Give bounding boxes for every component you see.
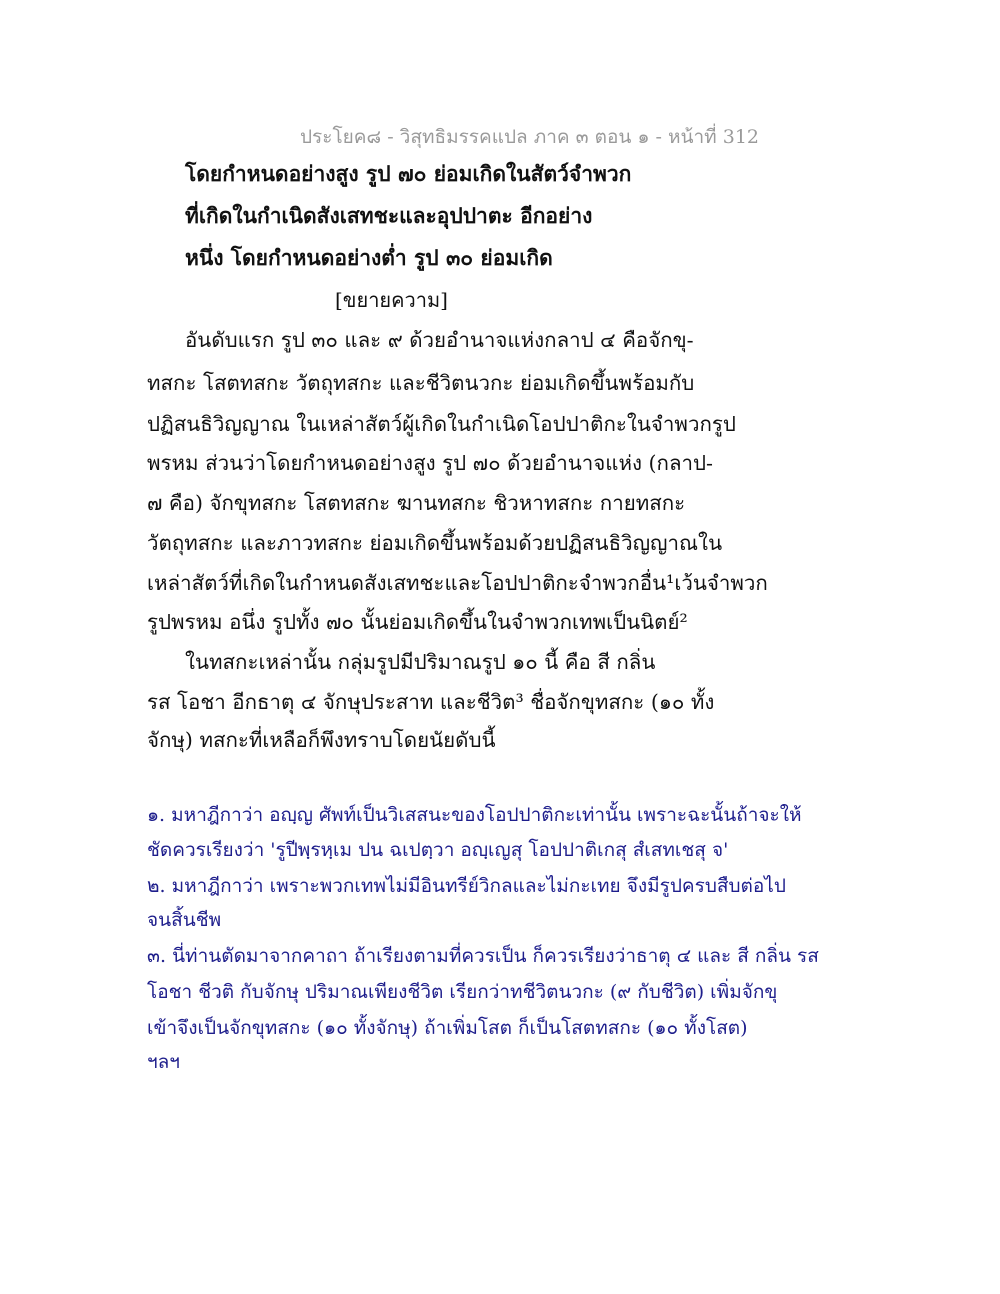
verse-line: โดยกำหนดอย่างสูง รูป ๗๐ ย่อมเกิดในสัตว์จำพวก <box>185 161 632 186</box>
body-line: จักษุ) ทสกะที่เหลือก็พึงทราบโดยนัยดับนี้ <box>147 728 496 752</box>
footnote-line: โอชา ชีวติ กับจักษุ ปริมาณเพียงชีวิต เรียกว่าทชีวิตนวกะ (๙ กับชีวิต) เพิ่มจักขุ <box>147 981 778 1003</box>
body-line: ในทสกะเหล่านั้น กลุ่มรูปมีปริมาณรูป ๑๐ นี้ คือ สี กลิ่น <box>185 650 656 674</box>
body-line: รูปพรหม อนึ่ง รูปทั้ง ๗๐ นั้นย่อมเกิดขึ้นในจำพวกเทพเป็นนิตย์² <box>147 610 688 634</box>
verse-line: ที่เกิดในกำเนิดสังเสทชะและอุปปาตะ อีกอย่าง <box>185 203 593 228</box>
footnote-line: ๑. มหาฎีกาว่า อญฺญ ศัพท์เป็นวิเสสนะของโอปปาติกะเท่านั้น เพราะฉะนั้นถ้าจะให้ <box>147 804 802 826</box>
body-line: รส โอชา อีกธาตุ ๔ จักษุประสาท และชีวิต³ ชื่อจักขุทสกะ (๑๐ ทั้ง <box>147 690 715 714</box>
footnote-line: ฯลฯ <box>147 1051 180 1073</box>
body-line: พรหม ส่วนว่าโดยกำหนดอย่างสูง รูป ๗๐ ด้วยอำนาจแห่ง (กลาป- <box>147 451 713 475</box>
footnote-line: เข้าจึงเป็นจักขุทสกะ (๑๐ ทั้งจักษุ) ถ้าเพิ่มโสต ก็เป็นโสตทสกะ (๑๐ ทั้งโสต) <box>147 1017 748 1039</box>
body-line: เหล่าสัตว์ที่เกิดในกำหนดสังเสทชะและโอปปาติกะจำพวกอื่น¹เว้นจำพวก <box>147 571 768 595</box>
section-heading: [ขยายความ] <box>335 288 448 312</box>
body-line: อันดับแรก รูป ๓๐ และ ๙ ด้วยอำนาจแห่งกลาป ๔ คือจักขุ- <box>185 328 694 352</box>
footnote-line: จนสิ้นชีพ <box>147 909 222 931</box>
footnote-line: ชัดควรเรียงว่า 'รูปีพฺรหฺเม ปน ฉเปตฺวา อญฺเญสุ โอปปาติเกสุ สํเสทเชสุ จ' <box>147 839 729 861</box>
body-line: วัตถุทสกะ และภาวทสกะ ย่อมเกิดขึ้นพร้อมด้วยปฏิสนธิวิญญาณใน <box>147 531 723 555</box>
verse-line: หนึ่ง โดยกำหนดอย่างต่ำ รูป ๓๐ ย่อมเกิด <box>185 245 553 270</box>
footnote-line: ๓. นี่ท่านตัดมาจากคาถา ถ้าเรียงตามที่ควรเป็น ก็ควรเรียงว่าธาตุ ๔ และ สี กลิ่น รส <box>147 945 819 967</box>
footnote-line: ๒. มหาฎีกาว่า เพราะพวกเทพไม่มีอินทรีย์วิกลและไม่กะเทย จึงมีรูปครบสืบต่อไป <box>147 875 786 897</box>
page-header: ประโยค๘ - วิสุทธิมรรคแปล ภาค ๓ ตอน ๑ - หน้าที่ 312 <box>300 126 760 148</box>
body-line: ทสกะ โสตทสกะ วัตถุทสกะ และชีวิตนวกะ ย่อมเกิดขึ้นพร้อมกับ <box>147 371 695 395</box>
body-line: ๗ คือ) จักขุทสกะ โสตทสกะ ฆานทสกะ ชิวหาทสกะ กายทสกะ <box>147 491 686 515</box>
body-line: ปฏิสนธิวิญญาณ ในเหล่าสัตว์ผู้เกิดในกำเนิดโอปปาติกะในจำพวกรูป <box>147 412 736 436</box>
